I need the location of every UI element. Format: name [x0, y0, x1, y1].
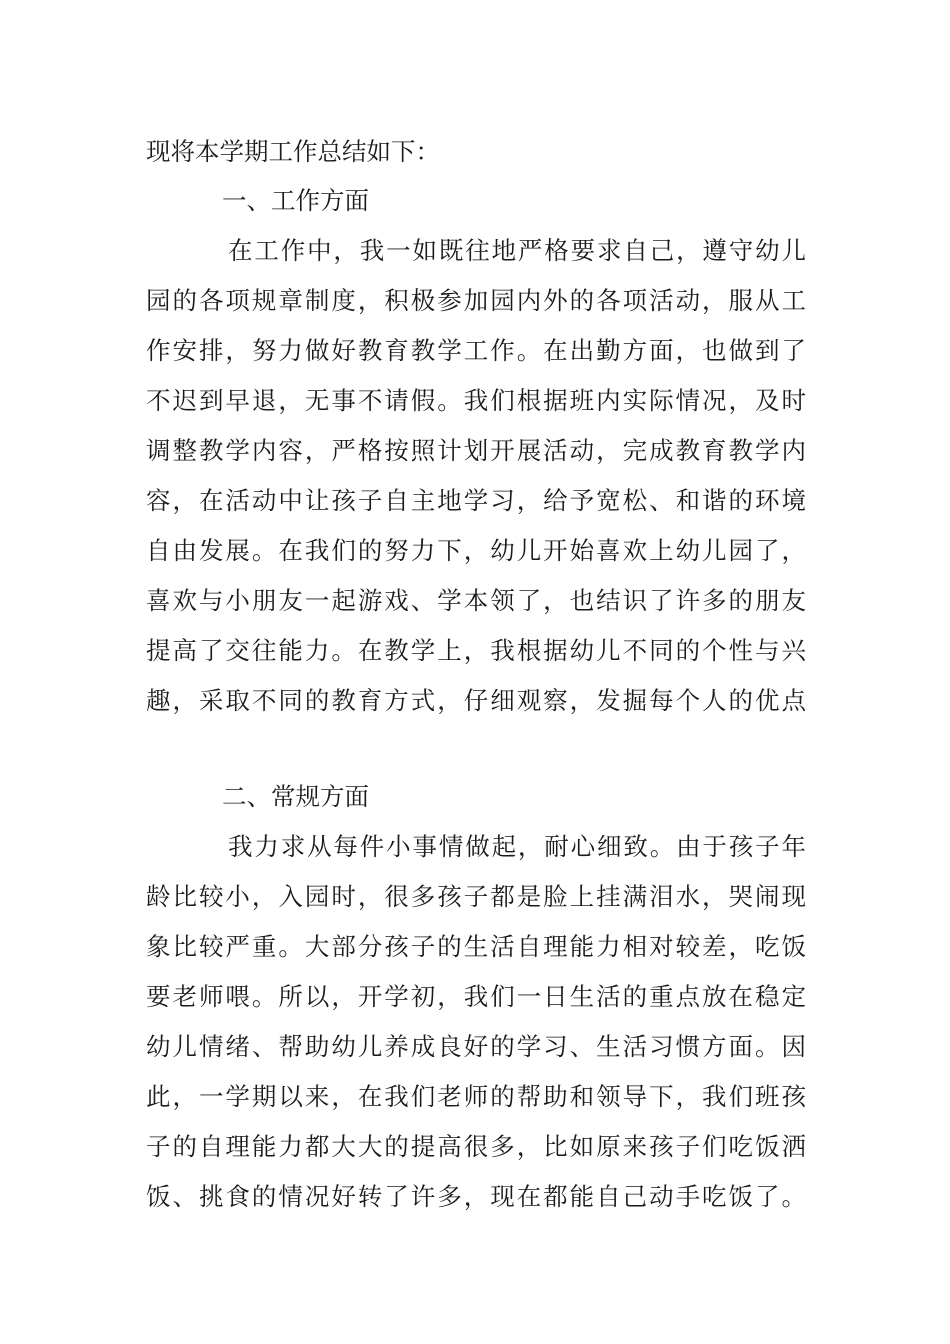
paragraph-line: 趣，采取不同的教育方式，仔细观察，发掘每个人的优点: [146, 686, 806, 715]
paragraph-line: 喜欢与小朋友一起游戏、学本领了，也结识了许多的朋友: [146, 586, 806, 615]
section-heading-routine: 二、常规方面: [222, 782, 369, 811]
paragraph-line: 园的各项规章制度，积极参加园内外的各项活动，服从工: [146, 286, 806, 315]
paragraph-line: 容，在活动中让孩子自主地学习，给予宽松、和谐的环境: [146, 486, 806, 515]
paragraph-line: 要老师喂。所以，开学初，我们一日生活的重点放在稳定: [146, 982, 806, 1011]
paragraph-line: 象比较严重。大部分孩子的生活自理能力相对较差，吃饭: [146, 932, 806, 961]
paragraph-line: 饭、挑食的情况好转了许多，现在都能自己动手吃饭了。: [146, 1182, 806, 1211]
intro-line: 现将本学期工作总结如下：: [146, 137, 440, 166]
paragraph-line: 调整教学内容，严格按照计划开展活动，完成教育教学内: [146, 436, 806, 465]
paragraph-line: 龄比较小，入园时，很多孩子都是脸上挂满泪水，哭闹现: [146, 882, 806, 911]
paragraph-line: 在工作中，我一如既往地严格要求自己，遵守幼儿: [228, 236, 806, 265]
paragraph-line: 幼儿情绪、帮助幼儿养成良好的学习、生活习惯方面。因: [146, 1032, 806, 1061]
paragraph-line: 子的自理能力都大大的提高很多，比如原来孩子们吃饭洒: [146, 1132, 806, 1161]
paragraph-line: 提高了交往能力。在教学上，我根据幼儿不同的个性与兴: [146, 636, 806, 665]
section-heading-work: 一、工作方面: [222, 186, 369, 215]
paragraph-line: 我力求从每件小事情做起，耐心细致。由于孩子年: [228, 832, 806, 861]
paragraph-line: 此，一学期以来，在我们老师的帮助和领导下，我们班孩: [146, 1082, 806, 1111]
paragraph-line: 不迟到早退，无事不请假。我们根据班内实际情况，及时: [146, 386, 806, 415]
paragraph-line: 自由发展。在我们的努力下，幼儿开始喜欢上幼儿园了，: [146, 536, 806, 565]
paragraph-line: 作安排，努力做好教育教学工作。在出勤方面，也做到了: [146, 336, 806, 365]
